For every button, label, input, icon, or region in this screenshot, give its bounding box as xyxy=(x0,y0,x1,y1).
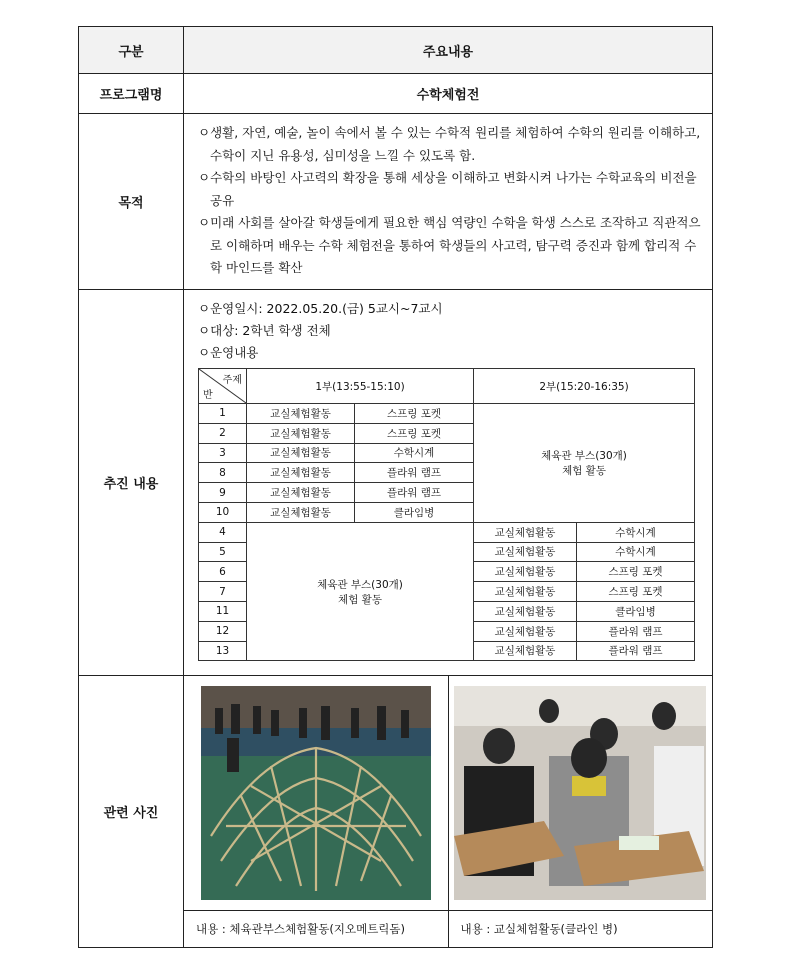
activity-cell: 교실체험활동 xyxy=(247,502,355,522)
activity-cell: 교실체험활동 xyxy=(247,483,355,503)
gym-booth-line2: 체험 활동 xyxy=(338,593,382,606)
class-number: 10 xyxy=(199,502,247,522)
activity-cell: 교실체험활동 xyxy=(474,641,577,661)
class-number: 9 xyxy=(199,483,247,503)
topic-cell: 플라워 램프 xyxy=(355,483,474,503)
photo-classroom xyxy=(449,676,713,910)
program-name-value: 수학체험전 xyxy=(184,74,713,114)
class-number: 13 xyxy=(199,641,247,661)
part1-header: 1부(13:55-15:10) xyxy=(247,369,474,404)
class-number: 1 xyxy=(199,404,247,424)
class-number: 2 xyxy=(199,423,247,443)
geometric-dome-photo xyxy=(201,686,431,900)
topic-cell: 수학시계 xyxy=(355,443,474,463)
photo-gym-booth xyxy=(184,676,449,910)
purpose-content xyxy=(184,114,713,290)
topic-cell: 스프링 포켓 xyxy=(577,562,695,582)
operation-content-heading: ㅇ운영내용 xyxy=(198,345,259,360)
topic-cell: 플라워 램프 xyxy=(577,621,695,641)
operation-date: ㅇ운영일시: 2022.05.20.(금) 5교시~7교시 xyxy=(198,301,443,316)
class-number: 7 xyxy=(199,582,247,602)
promotion-content xyxy=(184,290,713,676)
photos-label: 관련 사진 xyxy=(79,676,184,948)
topic-cell: 클라임병 xyxy=(355,502,474,522)
topic-cell: 스프링 포켓 xyxy=(355,423,474,443)
program-name-label: 프로그램명 xyxy=(79,74,184,114)
topic-cell: 스프링 포켓 xyxy=(577,582,695,602)
class-number: 6 xyxy=(199,562,247,582)
gym-booth-cell-part1 xyxy=(247,522,474,661)
topic-cell: 플라워 램프 xyxy=(355,463,474,483)
gym-booth-cell-part2 xyxy=(474,404,695,523)
target-audience: ㅇ대상: 2학년 학생 전체 xyxy=(198,323,331,338)
photo-caption-gym: 내용 : 체육관부스체험활동(지오메트릭돔) xyxy=(184,911,449,947)
schedule-table xyxy=(198,368,695,661)
klein-bottle-classroom-photo xyxy=(454,686,706,900)
class-number: 8 xyxy=(199,463,247,483)
activity-cell: 교실체험활동 xyxy=(474,542,577,562)
class-number: 3 xyxy=(199,443,247,463)
promotion-label: 추진 내용 xyxy=(79,290,184,676)
activity-cell: 교실체험활동 xyxy=(247,463,355,483)
activity-cell: 교실체험활동 xyxy=(474,522,577,542)
class-number: 5 xyxy=(199,542,247,562)
activity-cell: 교실체험활동 xyxy=(474,601,577,621)
corner-class-label: 반 xyxy=(203,390,213,401)
purpose-item: ㅇ미래 사회를 살아갈 학생들에게 필요한 핵심 역량인 수학을 학생 스스로 조작하고 직관적으로 이해하며 배우는 수학 체험전을 통하여 학생들의 사고력, 탐구력 증진과 함께 합리적 수학 마인드를 확산 xyxy=(198,215,701,275)
activity-cell: 교실체험활동 xyxy=(247,443,355,463)
activity-cell: 교실체험활동 xyxy=(247,404,355,424)
part2-header: 2부(15:20-16:35) xyxy=(474,369,695,404)
photo-caption-classroom: 내용 : 교실체험활동(클라인 병) xyxy=(460,922,618,936)
purpose-item: ㅇ수학의 바탕인 사고력의 확장을 통해 세상을 이해하고 변화시켜 나가는 수학교육의 비전을 공유 xyxy=(198,170,697,208)
schedule-corner-cell xyxy=(199,369,247,404)
class-number: 12 xyxy=(199,621,247,641)
topic-cell: 클라임병 xyxy=(577,601,695,621)
topic-cell: 스프링 포켓 xyxy=(355,404,474,424)
topic-cell: 플라워 램프 xyxy=(577,641,695,661)
header-main-content: 주요내용 xyxy=(184,27,713,74)
corner-topic-label: 주제 xyxy=(222,375,242,386)
topic-cell: 수학시계 xyxy=(577,522,695,542)
class-number: 11 xyxy=(199,601,247,621)
topic-cell: 수학시계 xyxy=(577,542,695,562)
gym-booth-line1: 체육관 부스(30개) xyxy=(317,578,403,591)
purpose-item: ㅇ생활, 자연, 예술, 놀이 속에서 볼 수 있는 수학적 원리를 체험하여 수학의 원리를 이해하고, 수학이 지닌 유용성, 심미성을 느낄 수 있도록 함. xyxy=(198,125,701,163)
photos-content xyxy=(184,676,713,948)
activity-cell: 교실체험활동 xyxy=(247,423,355,443)
activity-cell: 교실체험활동 xyxy=(474,582,577,602)
activity-cell: 교실체험활동 xyxy=(474,562,577,582)
activity-cell: 교실체험활동 xyxy=(474,621,577,641)
gym-booth-line2: 체험 활동 xyxy=(562,464,606,477)
gym-booth-line1: 체육관 부스(30개) xyxy=(541,449,627,462)
class-number: 4 xyxy=(199,522,247,542)
purpose-label: 목적 xyxy=(79,114,184,290)
header-category: 구분 xyxy=(79,27,184,74)
